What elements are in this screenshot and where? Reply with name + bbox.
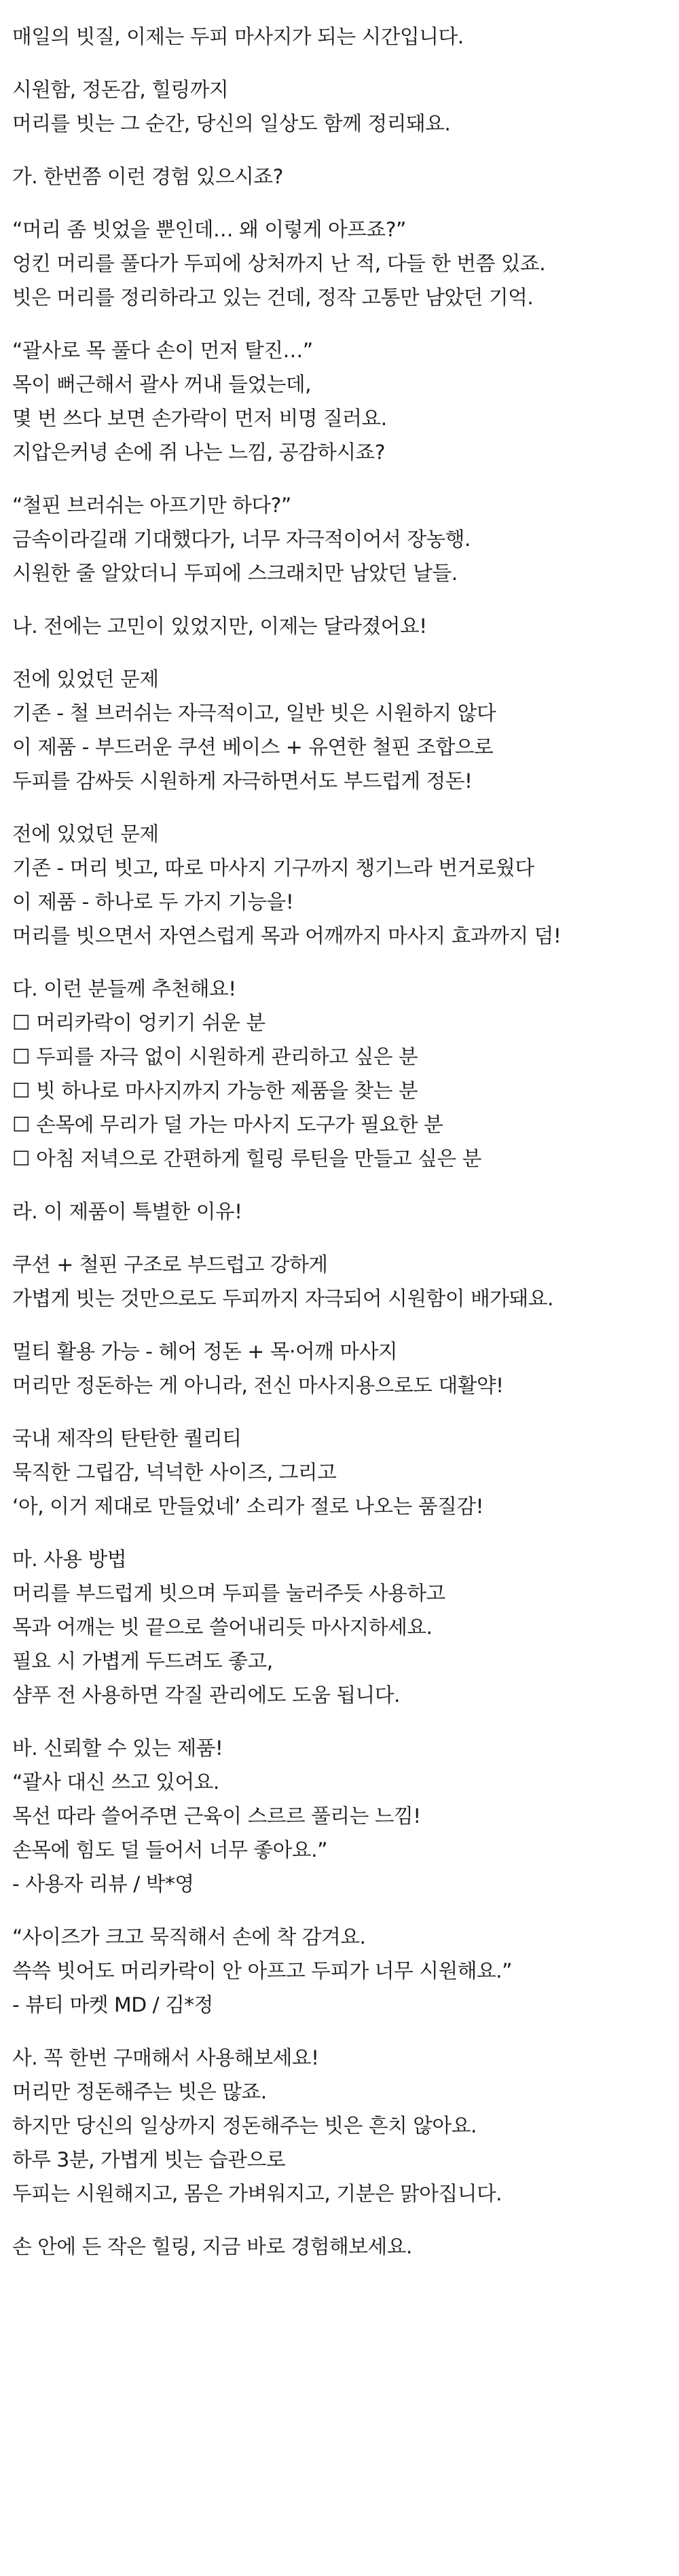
text-line: 기존 - 머리 빗고, 따로 마사지 기구까지 챙기느라 번거로웠다 [12, 856, 534, 880]
text-line: 머리를 빗으면서 자연스럽게 목과 어깨까지 마사지 효과까지 덤! [12, 924, 562, 948]
text-line: ☐ 빗 하나로 마사지까지 가능한 제품을 찾는 분 [12, 1079, 418, 1103]
text-line: ☐ 손목에 무리가 덜 가는 마사지 도구가 필요한 분 [12, 1113, 443, 1137]
text-line: 이 제품 - 하나로 두 가지 기능을! [12, 890, 294, 914]
text-line: 하지만 당신의 일상까지 정돈해주는 빗은 흔치 않아요. [12, 2114, 477, 2138]
text-line: 머리만 정돈하는 게 아니라, 전신 마사지용으로도 대활약! [12, 1374, 504, 1398]
text-line: 라. 이 제품이 특별한 이유! [12, 1200, 242, 1224]
text-line: 금속이라길래 기대했다가, 너무 자극적이어서 장농행. [12, 528, 471, 551]
text-line: 목과 어깨는 빗 끝으로 쓸어내리듯 마사지하세요. [12, 1616, 433, 1639]
text-line: 가. 한번쯤 이런 경험 있으시죠? [12, 165, 283, 189]
text-line: ☐ 두피를 자극 없이 시원하게 관리하고 싶은 분 [12, 1045, 418, 1069]
text-line: 쓱쓱 빗어도 머리카락이 안 아프고 두피가 너무 시원해요.” [12, 1959, 513, 1983]
text-line: 가볍게 빗는 것만으로도 두피까지 자극되어 시원함이 배가돼요. [12, 1287, 553, 1311]
text-line: - 사용자 리뷰 / 박*영 [12, 1872, 194, 1896]
paragraph [12, 973, 671, 1176]
text-line: 몇 번 쓰다 보면 손가락이 먼저 비명 질러요. [12, 407, 387, 431]
text-line: 두피를 감싸듯 시원하게 자극하면서도 부드럽게 정돈! [12, 769, 473, 793]
text-line: 다. 이런 분들께 추천해요! [12, 977, 236, 1001]
text-line: - 뷰티 마켓 MD / 김*정 [12, 1993, 213, 2017]
text-line: 사. 꼭 한번 구매해서 사용해보세요! [12, 2046, 319, 2070]
text-line: “철핀 브러쉬는 아프기만 하다?” [12, 494, 291, 518]
text-line: 머리를 부드럽게 빗으며 두피를 눌러주듯 사용하고 [12, 1582, 445, 1606]
text-line: 쿠션 + 철핀 구조로 부드럽고 강하게 [12, 1253, 328, 1277]
paragraph [12, 2042, 671, 2211]
text-line: 목선 따라 쓸어주면 근육이 스르르 풀리는 느낌! [12, 1804, 421, 1828]
paragraph [12, 2230, 671, 2264]
text-line: 빗은 머리를 정리하라고 있는 건데, 정작 고통만 남았던 기억. [12, 286, 534, 310]
paragraph [12, 20, 671, 54]
paragraph [12, 1195, 671, 1229]
paragraph [12, 1543, 671, 1713]
text-line: 이 제품 - 부드러운 쿠션 베이스 + 유연한 철핀 조합으로 [12, 736, 494, 759]
text-line: ☐ 아침 저녁으로 간편하게 힐링 루틴을 만들고 싶은 분 [12, 1147, 481, 1171]
paragraph [12, 663, 671, 799]
text-line: 머리를 빗는 그 순간, 당신의 일상도 함께 정리돼요. [12, 112, 451, 136]
text-line: 손 안에 든 작은 힐링, 지금 바로 경험해보세요. [12, 2235, 412, 2259]
text-line: 목이 뻐근해서 괄사 꺼내 들었는데, [12, 373, 312, 397]
paragraph [12, 1248, 671, 1316]
text-line: 바. 신뢰할 수 있는 제품! [12, 1737, 223, 1760]
text-line: 엉킨 머리를 풀다가 두피에 상처까지 난 적, 다들 한 번쯤 있죠. [12, 252, 546, 276]
text-line: “괄사 대신 쓰고 있어요. [12, 1771, 219, 1794]
paragraph [12, 1921, 671, 2022]
text-line: 샴푸 전 사용하면 각질 관리에도 도움 됩니다. [12, 1684, 400, 1707]
text-line: 나. 전에는 고민이 있었지만, 이제는 달라졌어요! [12, 615, 427, 638]
text-line: 필요 시 가볍게 두드려도 좋고, [12, 1650, 273, 1673]
paragraph [12, 160, 671, 194]
text-line: 국내 제작의 탄탄한 퀄리티 [12, 1427, 242, 1451]
paragraph [12, 489, 671, 591]
text-line: 마. 사용 방법 [12, 1548, 127, 1572]
paragraph [12, 73, 671, 141]
paragraph [12, 818, 671, 954]
product-description-text [12, 20, 671, 2264]
text-line: 시원한 줄 알았더니 두피에 스크래치만 남았던 날들. [12, 562, 458, 585]
paragraph [12, 1422, 671, 1524]
paragraph [12, 213, 671, 315]
paragraph [12, 1335, 671, 1403]
text-line: 하루 3분, 가볍게 빗는 습관으로 [12, 2148, 286, 2172]
text-line: 전에 있었던 문제 [12, 668, 159, 691]
text-line: 손목에 힘도 덜 들어서 너무 좋아요.” [12, 1838, 327, 1862]
text-line: 시원함, 정돈감, 힐링까지 [12, 78, 229, 102]
text-line: 지압은커녕 손에 쥐 나는 느낌, 공감하시죠? [12, 441, 386, 465]
text-line: 매일의 빗질, 이제는 두피 마사지가 되는 시간입니다. [12, 25, 464, 49]
text-line: 멀티 활용 가능 - 헤어 정돈 + 목·어깨 마사지 [12, 1340, 398, 1364]
text-line: 전에 있었던 문제 [12, 822, 159, 846]
paragraph [12, 1732, 671, 1902]
text-line: 머리만 정돈해주는 빗은 많죠. [12, 2080, 267, 2104]
text-line: ☐ 머리카락이 엉키기 쉬운 분 [12, 1011, 265, 1035]
text-line: “머리 좀 빗었을 뿐인데… 왜 이렇게 아프죠?” [12, 218, 406, 242]
text-line: 묵직한 그립감, 넉넉한 사이즈, 그리고 [12, 1461, 337, 1485]
text-line: ‘아, 이거 제대로 만들었네’ 소리가 절로 나오는 품질감! [12, 1495, 484, 1519]
text-line: “괄사로 목 풀다 손이 먼저 탈진…” [12, 339, 313, 363]
text-line: “사이즈가 크고 묵직해서 손에 착 감겨요. [12, 1925, 366, 1949]
text-line: 기존 - 철 브러쉬는 자극적이고, 일반 빗은 시원하지 않다 [12, 702, 496, 725]
paragraph [12, 334, 671, 470]
text-line: 두피는 시원해지고, 몸은 가벼워지고, 기분은 맑아집니다. [12, 2182, 502, 2206]
paragraph [12, 610, 671, 644]
